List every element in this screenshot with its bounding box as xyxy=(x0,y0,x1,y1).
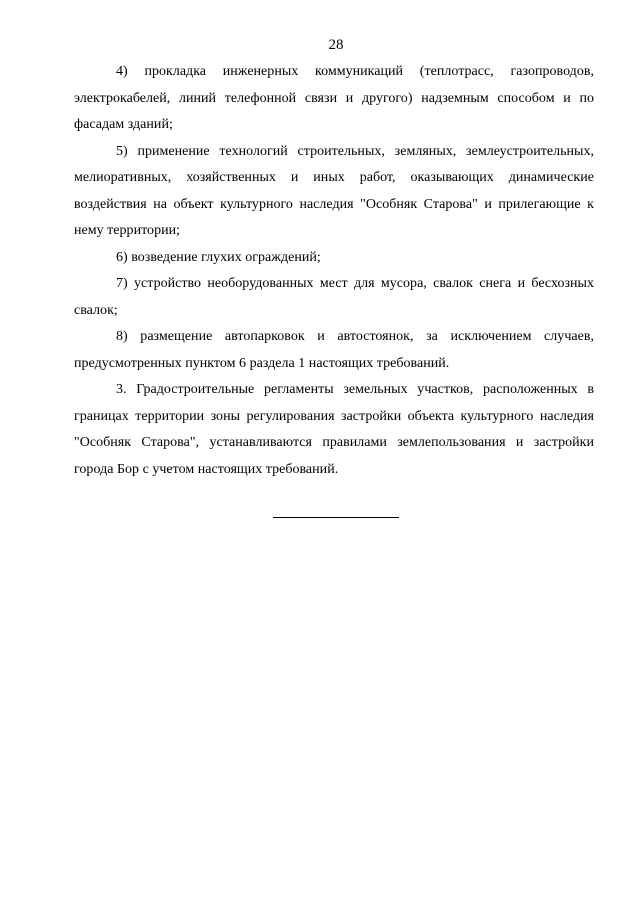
paragraph-item-5: 5) применение технологий строительных, земляных, землеустроительных, мелиоративных, хозяйственных и иных работ, оказывающих динамические воздействия на объект культурного наследия "Особняк Старова" и прилегающие к нему территории; xyxy=(74,143,594,238)
paragraph-item-4: 4) прокладка инженерных коммуникаций (теплотрасс, газопроводов, электрокабелей, линий телефонной связи и другого) надземным способом и по фасадам зданий; xyxy=(74,64,594,132)
paragraph-item-8: 8) размещение автопарковок и автостоянок, за исключением случаев, предусмотренных пунктом 6 раздела 1 настоящих требований. xyxy=(74,329,594,371)
paragraph-item-7: 7) устройство необорудованных мест для мусора, свалок снега и бесхозных свалок; xyxy=(74,276,594,318)
paragraph-section-3: 3. Градостроительные регламенты земельных участков, расположенных в границах территории зоны регулирования застройки объекта культурного наследия "Особняк Старова", устанавливаются правилами землепользования и застройки города Бор с учетом настоящих требований. xyxy=(74,382,594,477)
page-number: 28 xyxy=(328,37,344,53)
end-divider xyxy=(273,517,399,518)
document-body xyxy=(74,59,594,483)
paragraph-item-6: 6) возведение глухих ограждений; xyxy=(116,249,321,265)
